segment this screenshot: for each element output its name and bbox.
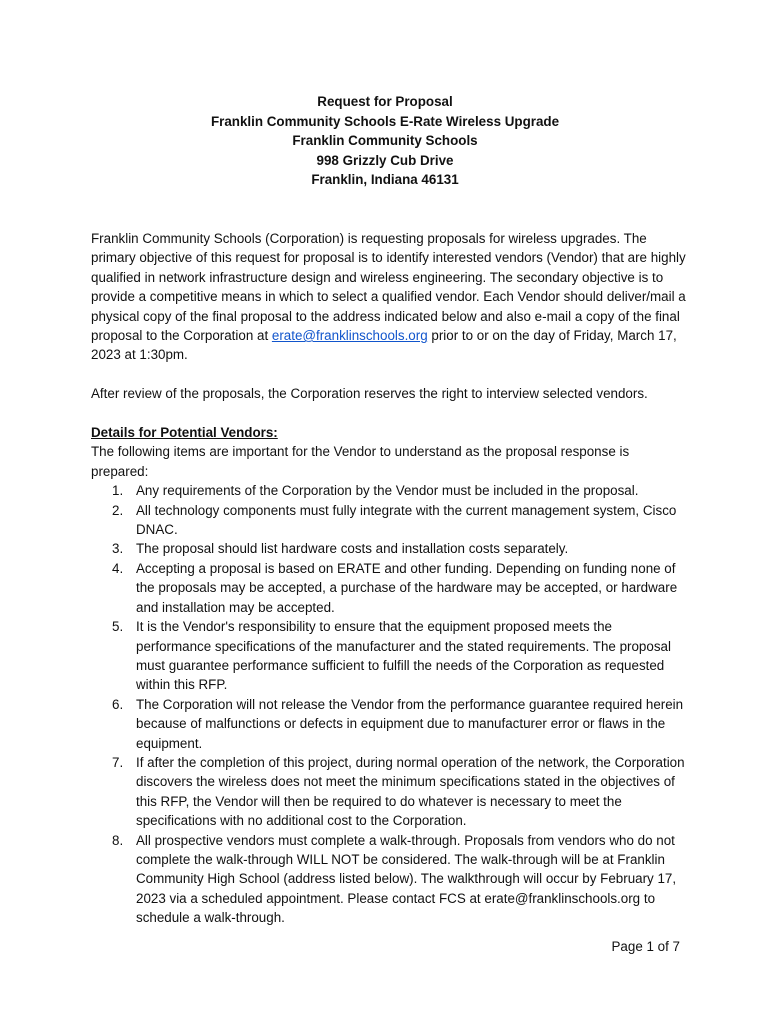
list-item-number: 1.: [112, 483, 124, 499]
document-body: [91, 229, 687, 928]
header-street: 998 Grizzly Cub Drive: [316, 152, 454, 168]
list-item: [91, 481, 687, 500]
list-item: [91, 753, 687, 831]
header-organization: Franklin Community Schools: [292, 133, 478, 149]
details-heading: Details for Potential Vendors:: [91, 425, 278, 441]
list-item-number: 5.: [112, 619, 124, 635]
list-item: [91, 695, 687, 753]
list-item: [91, 831, 687, 928]
page-number: Page 1 of 7: [611, 939, 680, 954]
list-item-number: 3.: [112, 541, 124, 557]
spacer: [91, 404, 687, 423]
list-item-number: 7.: [112, 754, 124, 770]
list-item-text: All technology components must fully integrate with the current management system, Cisco DNAC.: [136, 502, 677, 538]
email-link[interactable]: erate@franklinschools.org: [271, 328, 428, 344]
list-item-number: 2.: [112, 502, 124, 518]
list-item-text: Any requirements of the Corporation by the Vendor must be included in the proposal.: [136, 483, 639, 499]
details-lead: The following items are important for the Vendor to understand as the proposal response is prepared:: [91, 444, 630, 479]
details-list: [91, 481, 687, 927]
intro-text: Franklin Community Schools (Corporation) is requesting proposals for wireless upgrades. The primary objective of this request for proposal is to identify interested vendors (Vendor) that are highly qualified in network infrastructure design and wireless engineering. The secondary objective is to provide a competitive means in which to select a qualified vendor. Each Vendor should deliver/mail a physical copy of the final proposal to the address indicated below and also e-mail a copy of the final proposal to the Corporation at: [91, 231, 686, 344]
list-item-text: All prospective vendors must complete a walk-through. Proposals from vendors who do not complete the walk-through WILL NOT be considered. The walk-through will be at Franklin Community High School (address listed below). The walkthrough will occur by February 17, 2023 via a scheduled appointment. Please contact FCS at erate@franklinschools.org to schedule a walk-through.: [136, 832, 677, 926]
list-item: [91, 501, 687, 540]
review-paragraph: After review of the proposals, the Corporation reserves the right to interview selected vendors.: [91, 386, 648, 402]
intro-paragraph: [91, 229, 687, 365]
header-city: Franklin, Indiana 46131: [311, 172, 459, 188]
list-item-number: 6.: [112, 696, 124, 712]
header-title: Request for Proposal: [317, 94, 453, 109]
list-item-text: The proposal should list hardware costs and installation costs separately.: [136, 541, 569, 557]
list-item-text: If after the completion of this project, during normal operation of the network, the Corporation discovers the wireless does not meet the minimum specifications stated in the objectives of this RFP, the Vendor will then be required to do whatever is necessary to meet the specifications with no additional cost to the Corporation.: [136, 754, 685, 829]
list-item: [91, 559, 687, 617]
list-item-number: 4.: [112, 560, 124, 576]
list-item-text: It is the Vendor's responsibility to ensure that the equipment proposed meets the performance specifications of the manufacturer and the stated requirements. The proposal must guarantee performance sufficient to fulfill the needs of the Corporation as requested within this RFP.: [136, 619, 671, 693]
list-item: [91, 617, 687, 695]
list-item: [91, 539, 687, 558]
list-item-text: Accepting a proposal is based on ERATE and other funding. Depending on funding none of the proposals may be accepted, a purchase of the hardware may be accepted, or hardware and installation may be accepted.: [136, 560, 678, 615]
document-header: [0, 92, 770, 190]
spacer: [91, 365, 687, 384]
intro-text-end: prior to or on the day of Friday, March 17, 2023 at 1:30pm.: [91, 328, 677, 363]
list-item-number: 8.: [112, 832, 124, 848]
header-project: Franklin Community Schools E-Rate Wireless Upgrade: [210, 113, 560, 129]
list-item-text: The Corporation will not release the Vendor from the performance guarantee required herein because of malfunctions or defects in equipment due to manufacturer error or flaws in the equipment.: [136, 696, 684, 751]
